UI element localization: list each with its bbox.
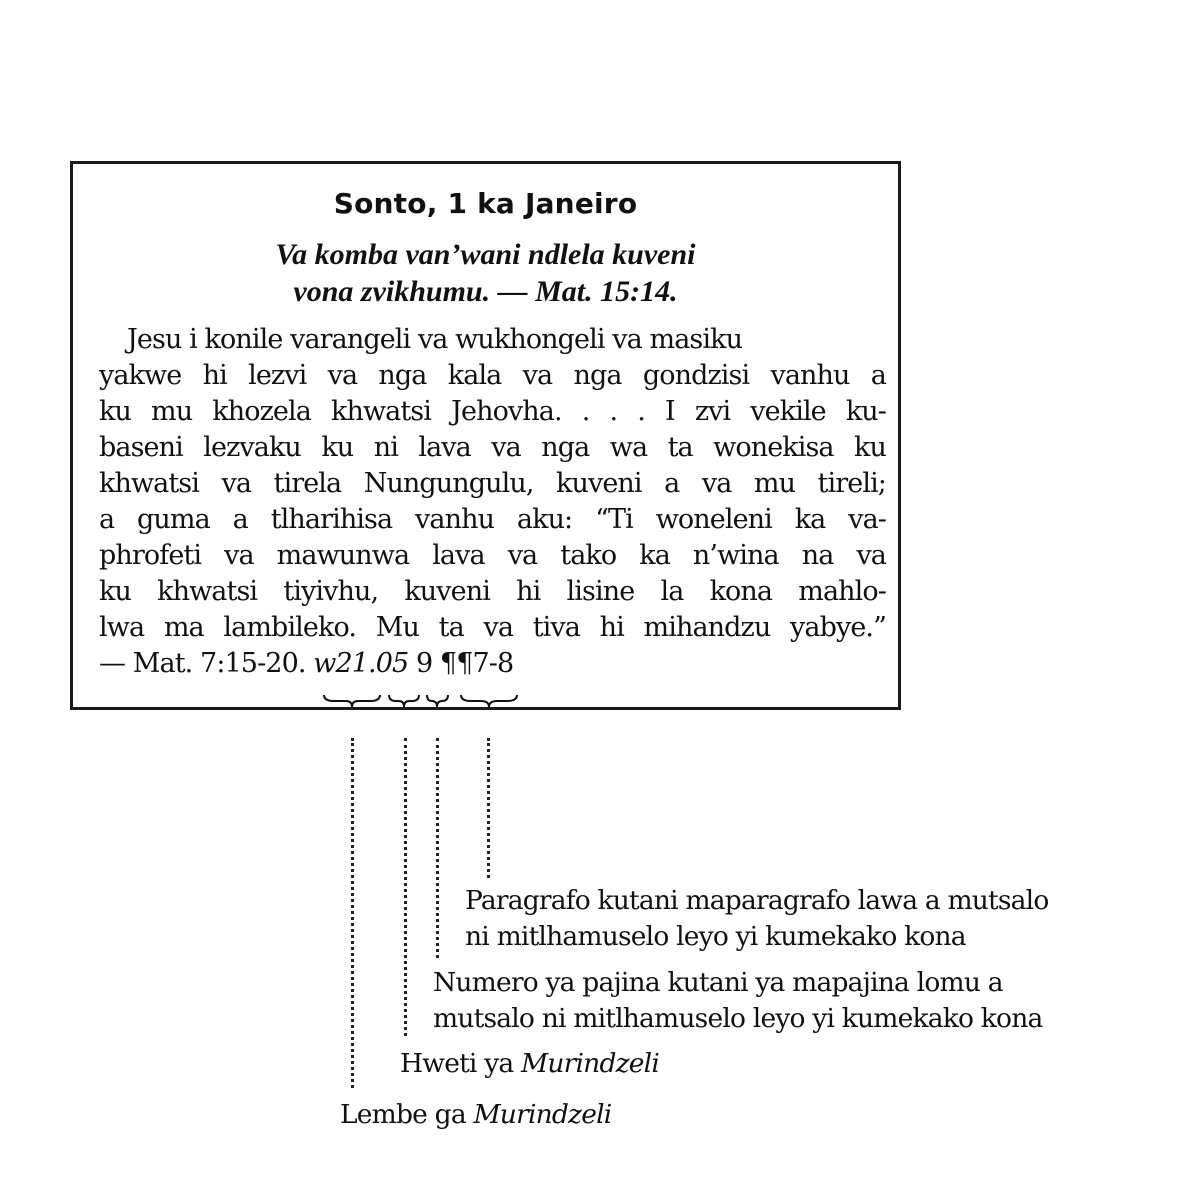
paragraph-legend xyxy=(465,883,1049,955)
paragraph-brace xyxy=(459,692,521,710)
comment-line: phrofeti va mawunwa lava va tako ka n’wina na va xyxy=(99,540,886,571)
comment-line: lwa ma lambileko. Mu ta va tiva hi mihandzu yabye.” xyxy=(99,612,886,643)
paragraph-numbers: ¶¶7-8 xyxy=(439,648,514,679)
page-number-legend xyxy=(433,965,1042,1037)
publication-year-code: w21 xyxy=(313,648,369,679)
comment-line: yakwe hi lezvi va nga kala va nga gondzisi vanhu a xyxy=(99,360,886,391)
page-number-legend-line: Numero ya pajina kutani ya mapajina lomu a xyxy=(433,967,1003,998)
page-brace xyxy=(425,692,453,710)
daily-text-card xyxy=(70,161,901,710)
reference-line xyxy=(99,648,886,679)
theme-verse xyxy=(73,236,898,310)
comment-line: ku mu khozela khwatsi Jehovha. . . . I zvi vekile ku- xyxy=(99,396,886,427)
theme-verse-line: vona zvikhumu. — Mat. 15:14. xyxy=(293,275,678,308)
comment-line: khwatsi va tirela Nungungulu, kuveni a va mu tireli; xyxy=(99,468,886,499)
issue-legend-prefix: Hweti ya xyxy=(400,1048,522,1079)
paragraph-leader-line xyxy=(487,738,493,878)
issue-legend xyxy=(400,1046,659,1082)
publication-issue-code: .05 xyxy=(368,648,409,679)
date-heading: Sonto, 1 ka Janeiro xyxy=(333,187,638,220)
year-leader-line xyxy=(351,738,357,1088)
page-number: 9 xyxy=(415,648,433,679)
page-leader-line xyxy=(436,738,442,958)
paragraph-legend-line: ni mitlhamuselo leyo yi kumekako kona xyxy=(465,921,966,952)
comment-line: Jesu i konile varangeli va wukhongeli va masiku xyxy=(127,324,743,355)
page-number-legend-line: mutsalo ni mitlhamuselo leyo yi kumekako kona xyxy=(433,1003,1043,1034)
issue-brace xyxy=(387,692,423,710)
issue-leader-line xyxy=(404,738,410,1036)
scripture-reference: — Mat. 7:15-20. xyxy=(99,648,306,679)
year-legend xyxy=(340,1097,611,1133)
theme-verse-line: Va komba van’wani ndlela kuveni xyxy=(275,238,696,271)
comment-line: a guma a tlharihisa vanhu aku: “Ti woneleni ka va- xyxy=(99,504,886,535)
year-brace xyxy=(322,692,382,710)
comment-line: baseni lezvaku ku ni lava va nga wa ta wonekisa ku xyxy=(99,432,886,463)
year-legend-prefix: Lembe ga xyxy=(340,1099,474,1130)
issue-legend-magazine: Murindzeli xyxy=(521,1048,660,1079)
comment-line: ku khwatsi tiyivhu, kuveni hi lisine la kona mahlo- xyxy=(99,576,886,607)
year-legend-magazine: Murindzeli xyxy=(473,1099,612,1130)
paragraph-legend-line: Paragrafo kutani maparagrafo lawa a mutsalo xyxy=(465,885,1049,916)
